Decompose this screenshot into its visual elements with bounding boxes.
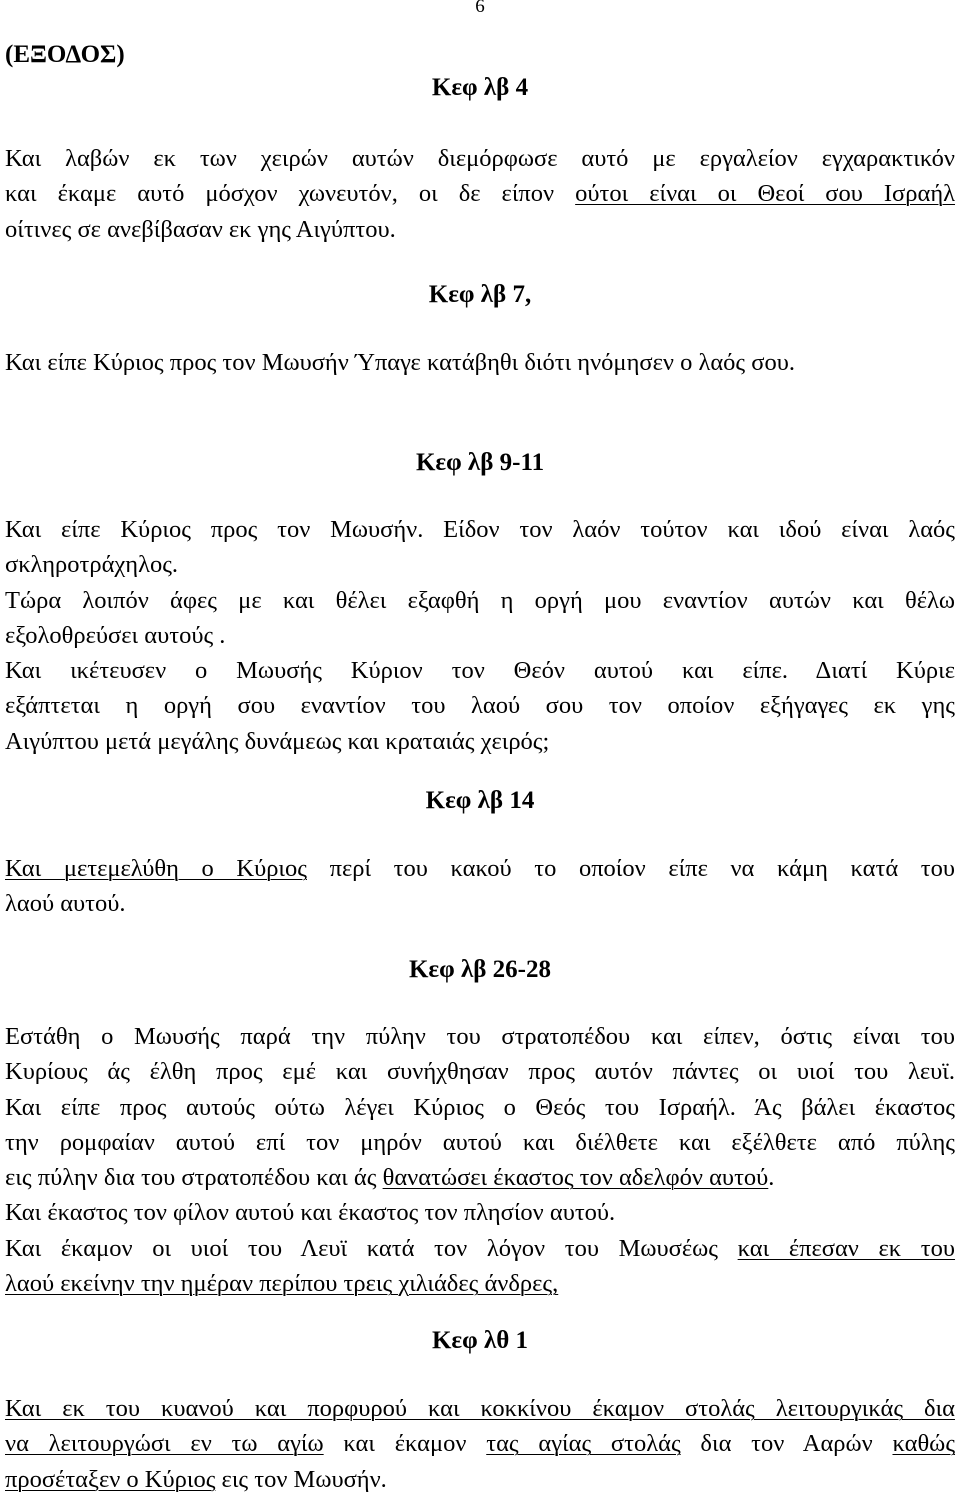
text-line [5,618,955,653]
underlined-text: Και εκ του κυανού και πορφυρού και κοκκίνου έκαμον στολάς λειτουργικάς δια [5,1395,955,1422]
text-line [5,1391,955,1426]
text-segment: . [768,1164,775,1192]
text-line [5,1125,955,1160]
section-heading: Κεφ λβ 4 [431,74,529,101]
text-segment: Και έκαστος τον φίλον αυτού και έκαστος τον πλησίον αυτού. [5,1199,616,1227]
text-line [5,1266,955,1301]
underlined-text: Και μετεμελύθη ο Κύριος [5,855,307,882]
text-line [5,1160,955,1195]
section-heading: Κεφ λβ 26-28 [408,956,551,983]
page-number: 6 [475,0,485,17]
text-segment: την ρομφαίαν αυτού επί τον μηρόν αυτού και διέλθετε και εξέλθετε από πύλης [5,1128,955,1156]
text-segment: Εστάθη ο Μωυσής παρά την πύλην του στρατοπέδου και είπεν, όστις είναι του [5,1023,955,1050]
text-segment: εξολοθρεύσει αυτούς . [5,621,226,649]
text-line [5,1090,955,1125]
text-segment: και έκαμον [323,1430,487,1458]
text-line [5,653,955,688]
section-body [5,851,955,922]
underlined-text: θανατώσει έκαστος τον αδελφόν αυτού [382,1164,769,1192]
text-line [5,851,955,886]
section-body [5,512,955,759]
text-segment: Και λαβών εκ των χειρών αυτών διεμόρφωσε αυτό με εργαλείον εγχαρακτικόν [5,145,955,172]
section-heading: Κεφ λβ 7, [428,281,532,308]
section-heading: Κεφ λβ 9-11 [415,449,545,476]
text-line [5,176,955,211]
text-line [5,724,955,759]
text-line [5,1019,955,1054]
text-line [5,886,955,921]
text-segment: και έκαμε αυτό μόσχον χωνευτόν, οι δε είπον [5,180,576,208]
text-segment: δια τον Ααρών [680,1430,893,1458]
text-segment: Και έκαμον οι υιοί του Λευϊ κατά τον λόγον του Μωυσέως [5,1234,738,1262]
text-line [5,547,955,582]
text-line [5,1054,955,1089]
section-heading: Κεφ λθ 1 [431,1327,529,1354]
text-segment: Αιγύπτου μετά μεγάλης δυνάμεως και κραταιάς χειρός; [5,727,550,755]
underlined-text: λαού εκείνην την ημέραν περίπου τρεις χιλιάδες άνδρες, [5,1270,559,1298]
underlined-text: και έπεσαν εκ του [737,1234,956,1262]
text-line [5,688,955,723]
section-body [5,345,955,380]
underlined-text: ούτοι είναι οι Θεοί σου Ισραήλ [575,180,956,208]
text-line [5,1195,955,1230]
text-segment: Και είπε Κύριος προς τον Μωυσήν Ύπαγε κατάβηθι διότι ηνόμησεν ο λαός σου. [5,349,795,376]
section-heading: Κεφ λβ 14 [425,787,535,814]
underlined-text: προσέταξεν ο Κύριος [5,1465,216,1493]
book-title: (ΕΞΟΔΟΣ) [5,41,125,68]
text-line [5,1426,955,1461]
text-segment: εις πύλην δια του στρατοπέδου και άς [5,1164,383,1192]
section-body [5,1019,955,1301]
text-line [5,141,955,176]
text-line [5,345,955,380]
underlined-text: να λειτουργώσι εν τω αγίω [5,1430,324,1458]
text-segment: Και είπε Κύριος προς τον Μωυσήν. Είδον τον λαόν τούτον και ιδού είναι λαός [5,516,955,543]
section-body [5,1391,955,1497]
text-line [5,1231,955,1266]
text-segment: οίτινες σε ανεβίβασαν εκ γης Αιγύπτου. [5,215,396,243]
text-segment: σκληροτράχηλος. [5,551,179,579]
text-segment: περί του κακού το οποίον είπε να κάμη κατά του [306,855,955,882]
underlined-text: τας αγίας στολάς [486,1430,681,1458]
text-segment: λαού αυτού. [5,890,126,918]
text-segment: Κυρίους άς έλθη προς εμέ και συνήχθησαν προς αυτόν πάντες οι υιοί του λευϊ. [5,1058,955,1086]
text-line [5,583,955,618]
text-segment: Τώρα λοιπόν άφες με και θέλει εξαφθή η οργή μου εναντίον αυτών και θέλω [5,586,955,614]
underlined-text: καθώς [892,1430,956,1458]
section-body [5,141,955,247]
text-line [5,212,955,247]
text-line [5,512,955,547]
text-segment: Και είπε προς αυτούς ούτω λέγει Κύριος ο Θεός του Ισραήλ. Άς βάλει έκαστος [5,1093,955,1121]
text-segment: εξάπτεται η οργή σου εναντίον του λαού σου τον οποίον εξήγαγες εκ γης [5,692,955,720]
text-segment: εις τον Μωυσήν. [215,1465,387,1493]
text-segment: Και ικέτευσεν ο Μωυσής Κύριον τον Θεόν αυτού και είπε. Διατί Κύριε [5,657,955,685]
